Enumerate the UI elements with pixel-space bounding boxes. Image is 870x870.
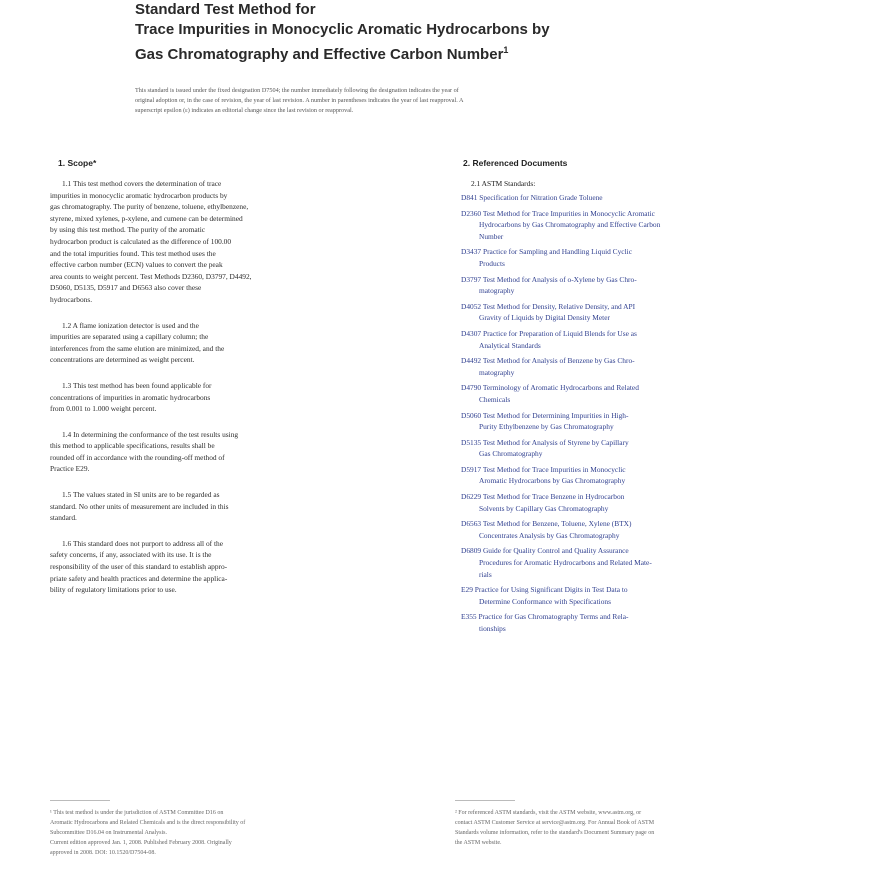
reference-line: D5917 Test Method for Trace Impurities in Monocyclic [461,464,626,474]
footnote-line: Aromatic Hydrocarbons and Related Chemicals and is the direct responsibility of [50,820,246,826]
footnotes-right [455,808,825,848]
reference-item [455,192,825,204]
reference-line: Gravity of Liquids by Digital Density Meter [479,313,610,323]
document-title [135,0,755,65]
paragraph-line: concentrations are determined as weight percent. [50,355,195,365]
title-line-3: Gas Chromatography and Effective Carbon Number$^1$ [135,45,509,63]
reference-item [455,274,825,297]
reference-line: rials [479,569,492,579]
reference-line: E355 Practice for Gas Chromatography Terms and Rela- [461,612,629,622]
scope-paragraph [50,489,420,524]
footnote-line: approved in 2008. DOI: 10.1520/D7504-08. [50,850,156,856]
paragraph-line: hydrocarbon product is calculated as the difference of 100.00 [50,236,232,246]
reference-line: D841 Specification for Nitration Grade Toluene [461,193,603,202]
footnote-line: Standards volume information, refer to the standard's Document Summary page on [455,830,655,836]
reference-line: E29 Practice for Using Significant Digits in Test Data to [461,585,628,595]
paragraph-line: bility of regulatory limitations prior to use. [50,585,177,595]
paragraph-line: gas chromatography. The purity of benzene, toluene, ethylbenzene, [50,202,249,212]
designation-note [135,86,745,116]
footnote-line: the ASTM website. [455,840,502,846]
scope-heading: 1. Scope* [58,158,97,168]
scope-column [50,154,420,610]
references-list [455,192,825,635]
scope-body [50,178,420,596]
footnote-line: ² For referenced ASTM standards, visit the ASTM website, www.astm.org, or [455,810,642,816]
paragraph-line: safety concerns, if any, associated with its use. It is the [50,550,212,560]
title-line-1: Standard Test Method for [135,1,316,18]
reference-item [455,437,825,460]
reference-line: Purity Ethylbenzene by Gas Chromatography [479,422,614,432]
reference-item [455,410,825,433]
footnote-divider-left [50,800,110,801]
reference-line: Gas Chromatography [479,449,543,459]
reference-line: matography [479,286,515,296]
paragraph-line: 1.2 A flame ionization detector is used and the [62,320,199,330]
reference-line: Solvents by Capillary Gas Chromatography [479,503,609,513]
paragraph-line: D5060, D5135, D5917 and D6563 also cover these [50,283,202,293]
reference-line: D6563 Test Method for Benzene, Toluene, Xylene (BTX) [461,519,632,529]
reference-line: D6229 Test Method for Trace Benzene in Hydrocarbon [461,492,625,502]
paragraph-line: 1.6 This standard does not purport to address all of the [62,538,223,548]
footnote-line: Current edition approved Jan. 1, 2008. Published February 2008. Originally [50,840,232,846]
reference-line: Procedures for Aromatic Hydrocarbons and Related Mate- [479,558,652,568]
paragraph-line: rounded off in accordance with the rounding-off method of [50,452,225,462]
reference-item [455,491,825,514]
paragraph-line: 1.3 This test method has been found applicable for [62,380,212,390]
paragraph-line: impurities are separated using a capillary column; the [50,332,209,342]
paragraph-line: hydrocarbons. [50,294,93,304]
footnote-line: Subcommittee D16.04 on Instrumental Analysis. [50,830,167,836]
reference-line: tionships [479,624,506,633]
designation-note-line: This standard is issued under the fixed designation D7504; the number immediately following the designation indicates the year of [135,87,459,94]
reference-item [455,208,825,243]
scope-paragraph [50,538,420,596]
paragraph-line: by using this test method. The purity of the aromatic [50,225,206,235]
paragraph-line: standard. [50,513,77,523]
paragraph-line: this method to applicable specifications, results shall be [50,441,215,451]
references-heading: 2. Referenced Documents [463,158,568,168]
paragraph-line: area counts to weight percent. Test Methods D2360, D3797, D4492, [50,271,252,281]
reference-line: matography [479,367,515,377]
reference-line: D6809 Guide for Quality Control and Quality Assurance [461,546,629,556]
paragraph-line: priate safety and health practices and determine the applica- [50,573,228,583]
designation-note-line: original adoption or, in the case of revision, the year of last revision. A number in parentheses indicates the year of last reapproval. A [135,97,464,104]
footnotes-left [50,808,420,858]
reference-item [455,328,825,351]
scope-paragraph [50,429,420,475]
references-subheading: 2.1 ASTM Standards: [471,179,536,188]
reference-line: Number [479,231,504,241]
reference-item [455,382,825,405]
paragraph-line: 1.1 This test method covers the determination of trace [62,179,222,188]
reference-item [455,464,825,487]
reference-item [455,584,825,607]
reference-line: D3797 Test Method for Analysis of o-Xylene by Gas Chro- [461,274,637,284]
reference-line: Concentrates Analysis by Gas Chromatography [479,530,620,540]
scope-paragraph [50,178,420,306]
paragraph-line: responsibility of the user of this standard to establish appro- [50,562,228,572]
reference-line: Analytical Standards [479,340,541,350]
reference-line: D4790 Terminology of Aromatic Hydrocarbons and Related [461,383,639,393]
paragraph-line: and the total impurities found. This test method uses the [50,248,216,258]
reference-line: D3437 Practice for Sampling and Handling Liquid Cyclic [461,247,632,257]
scope-paragraph [50,320,420,366]
reference-line: Hydrocarbons by Gas Chromatography and Effective Carbon [479,220,661,230]
references-column [455,154,825,639]
reference-line: Products [479,258,505,268]
paragraph-line: effective carbon number (ECN) values to convert the peak [50,260,223,270]
designation-note-line: superscript epsilon (ε) indicates an editorial change since the last revision or reapproval. [135,107,354,114]
paragraph-line: 1.4 In determining the conformance of the test results using [62,429,239,439]
paragraph-line: standard. No other units of measurement are included in this [50,501,229,511]
paragraph-line: from 0.001 to 1.000 weight percent. [50,404,157,414]
paragraph-line: styrene, mixed xylenes, p-xylene, and cumene can be determined [50,213,243,223]
reference-item [455,355,825,378]
paragraph-line: Practice E29. [50,464,90,474]
reference-item [455,611,825,634]
reference-item [455,301,825,324]
reference-line: Aromatic Hydrocarbons by Gas Chromatography [479,476,626,486]
title-footnote-mark: 1 [503,45,509,55]
reference-item [455,545,825,580]
reference-line: D4052 Test Method for Density, Relative Density, and API [461,301,636,311]
reference-line: D5135 Test Method for Analysis of Styrene by Capillary [461,437,629,447]
reference-line: D5060 Test Method for Determining Impurities in High- [461,410,629,420]
reference-line: D4492 Test Method for Analysis of Benzene by Gas Chro- [461,356,635,366]
footnote-line: ¹ This test method is under the jurisdiction of ASTM Committee D16 on [50,810,224,816]
footnote-line: contact ASTM Customer Service at service@astm.org. For Annual Book of ASTM [455,820,655,826]
title-line-2: Trace Impurities in Monocyclic Aromatic Hydrocarbons by [135,21,550,38]
paragraph-line: interferences from the same elution are minimized, and the [50,343,225,353]
reference-line: Determine Conformance with Specifications [479,596,611,606]
footnote-divider-right [455,800,515,801]
paragraph-line: concentrations of impurities in aromatic hydrocarbons [50,392,211,402]
reference-line: D2360 Test Method for Trace Impurities in Monocyclic Aromatic [461,208,655,218]
reference-line: D4307 Practice for Preparation of Liquid Blends for Use as [461,328,637,338]
reference-item [455,518,825,541]
reference-item [455,246,825,269]
reference-line: Chemicals [479,394,511,404]
paragraph-line: impurities in monocyclic aromatic hydrocarbon products by [50,190,228,200]
scope-paragraph [50,380,420,415]
paragraph-line: 1.5 The values stated in SI units are to be regarded as [62,490,220,500]
